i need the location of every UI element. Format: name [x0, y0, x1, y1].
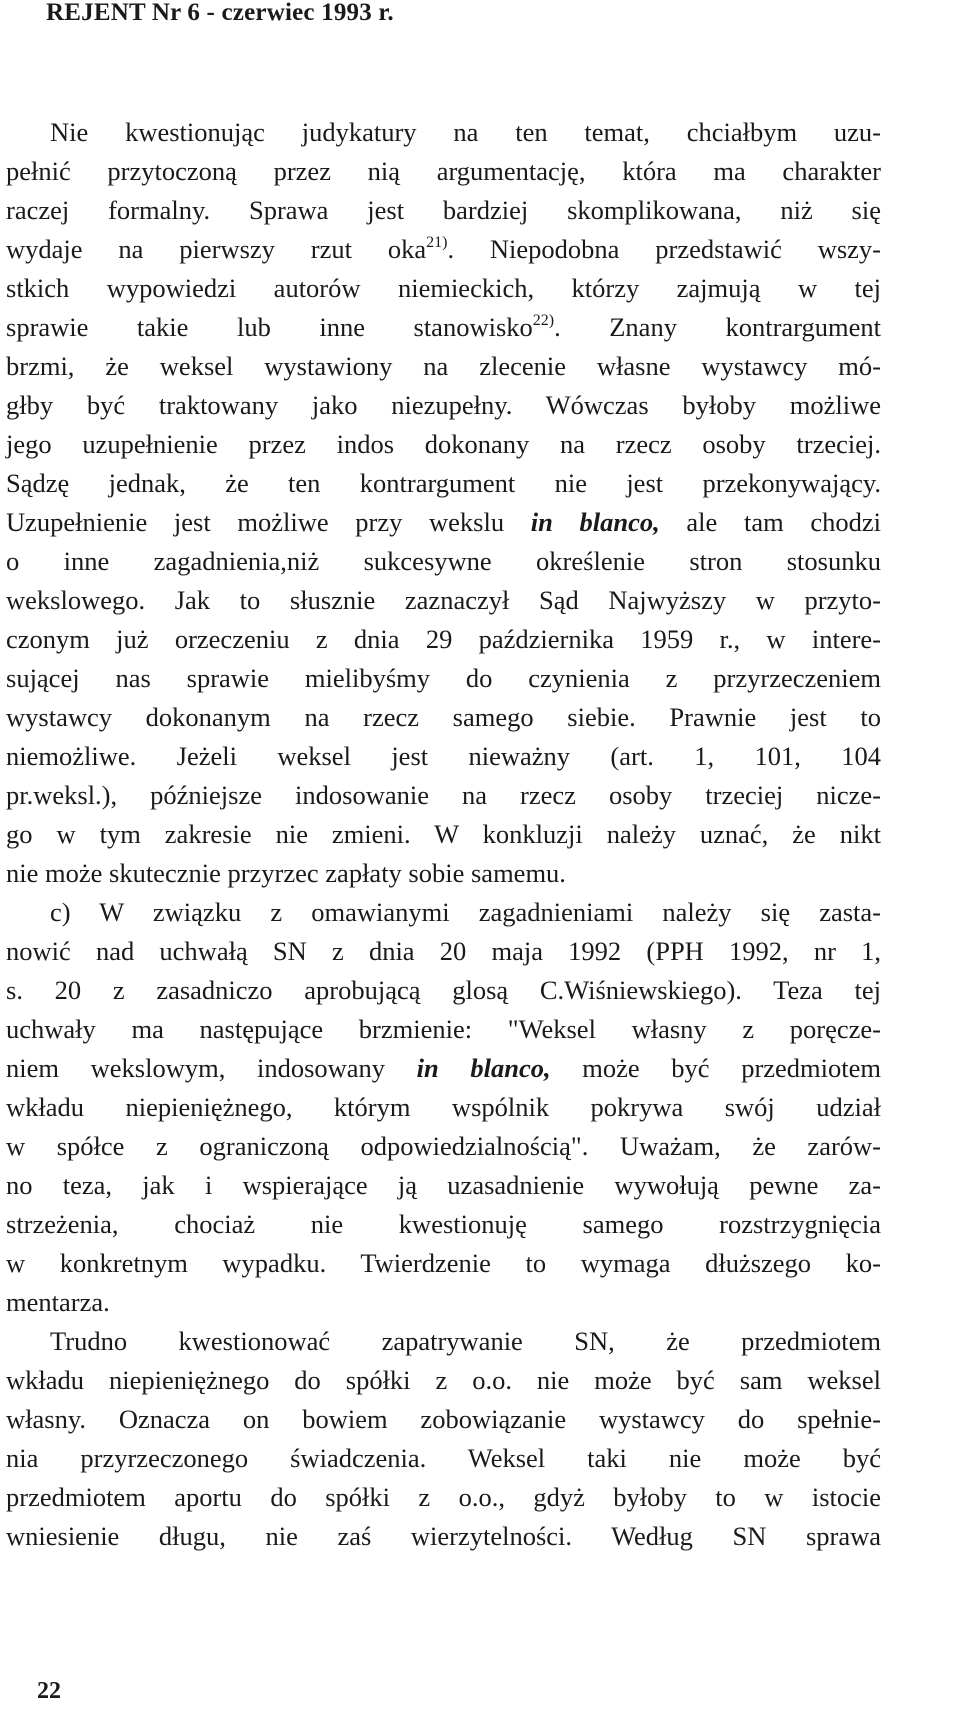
page-number: 22: [37, 1678, 61, 1704]
text-line: czonym już orzeczeniu z dnia 29 października 1959 r., w intere-: [6, 624, 881, 654]
text-line: o inne zagadnienia,niż sukcesywne określenie stron stosunku: [6, 546, 881, 576]
text-line: nie może skutecznie przyrzec zapłaty sobie samemu.: [6, 858, 566, 888]
text-line: s. 20 z zasadniczo aprobującą glosą C.Wiśniewskiego). Teza tej: [6, 975, 881, 1005]
text-line: nowić nad uchwałą SN z dnia 20 maja 1992 (PPH 1992, nr 1,: [6, 936, 881, 966]
text-line: jego uzupełnienie przez indos dokonany na rzecz osoby trzeciej.: [6, 429, 881, 459]
text-line: Uzupełnienie jest możliwe przy wekslu in blanco, ale tam chodzi: [6, 507, 881, 537]
text-line: wydaje na pierwszy rzut oka$^{21)}$. Niepodobna przedstawić wszy-: [6, 234, 881, 264]
text-line: w konkretnym wypadku. Twierdzenie to wymaga dłuższego ko-: [6, 1248, 881, 1278]
text-line: Trudno kwestionować zapatrywanie SN, że przedmiotem: [50, 1326, 881, 1356]
text-line: nia przyrzeczonego świadczenia. Weksel taki nie może być: [6, 1443, 881, 1473]
text-line: mentarza.: [6, 1287, 110, 1317]
text-line: przedmiotem aportu do spółki z o.o., gdyż byłoby to w istocie: [6, 1482, 881, 1512]
text-line: brzmi, że weksel wystawiony na zlecenie własne wystawcy mó-: [6, 351, 881, 381]
text-line: pełnić przytoczoną przez nią argumentację, która ma charakter: [6, 156, 881, 186]
footnote-ref: 21): [426, 234, 448, 251]
text-line: własny. Oznacza on bowiem zobowiązanie wystawcy do spełnie-: [6, 1404, 881, 1434]
text-line: sprawie takie lub inne stanowisko$^{22)}$. Znany kontrargument: [6, 312, 882, 342]
text-line: go w tym zakresie nie zmieni. W konkluzji należy uznać, że nikt: [6, 819, 881, 849]
paragraph: [6, 893, 881, 1322]
footnote-ref: 22): [532, 312, 555, 329]
text-line: wkładu niepieniężnego, którym wspólnik pokrywa swój udział: [6, 1092, 881, 1122]
text-line: Sądzę jednak, że ten kontrargument nie jest przekonywający.: [6, 468, 881, 498]
text-line: sującej nas sprawie mielibyśmy do czynienia z przyrzeczeniem: [6, 663, 881, 693]
text-line: Nie kwestionując judykatury na ten temat, chciałbym uzu-: [50, 117, 881, 147]
article-body: [6, 113, 881, 1556]
journal-header: REJENT Nr 6 - czerwiec 1993 r.: [46, 0, 394, 26]
text-line: stkich wypowiedzi autorów niemieckich, którzy zajmują w tej: [6, 273, 881, 303]
paragraph: [6, 113, 881, 893]
text-line: c) W związku z omawianymi zagadnieniami należy się zasta-: [50, 897, 881, 927]
text-line: wkładu niepieniężnego do spółki z o.o. nie może być sam weksel: [6, 1365, 881, 1395]
text-line: wniesienie długu, nie zaś wierzytelności. Według SN sprawa: [6, 1521, 881, 1551]
italic-term: in blanco,: [530, 507, 660, 537]
text-line: wystawcy dokonanym na rzecz samego siebie. Prawnie jest to: [6, 702, 881, 732]
text-line: uchwały ma następujące brzmienie: "Weksel własny z poręcze-: [6, 1014, 881, 1044]
text-line: głby być traktowany jako niezupełny. Wówczas byłoby możliwe: [6, 390, 881, 420]
text-line: w spółce z ograniczoną odpowiedzialnością". Uważam, że zarów-: [6, 1131, 881, 1161]
italic-term: in blanco,: [416, 1053, 551, 1083]
text-line: wekslowego. Jak to słusznie zaznaczył Sąd Najwyższy w przyto-: [6, 585, 881, 615]
text-line: no teza, jak i wspierające ją uzasadnienie wywołują pewne za-: [6, 1170, 881, 1200]
text-line: pr.weksl.), późniejsze indosowanie na rzecz osoby trzeciej nicze-: [6, 780, 881, 810]
text-line: raczej formalny. Sprawa jest bardziej skomplikowana, niż się: [6, 195, 881, 225]
text-line: strzeżenia, chociaż nie kwestionuję samego rozstrzygnięcia: [6, 1209, 881, 1239]
text-line: niemożliwe. Jeżeli weksel jest nieważny (art. 1, 101, 104: [6, 741, 881, 771]
text-line: niem wekslowym, indosowany in blanco, może być przedmiotem: [6, 1053, 882, 1083]
paragraph: [6, 1322, 881, 1556]
